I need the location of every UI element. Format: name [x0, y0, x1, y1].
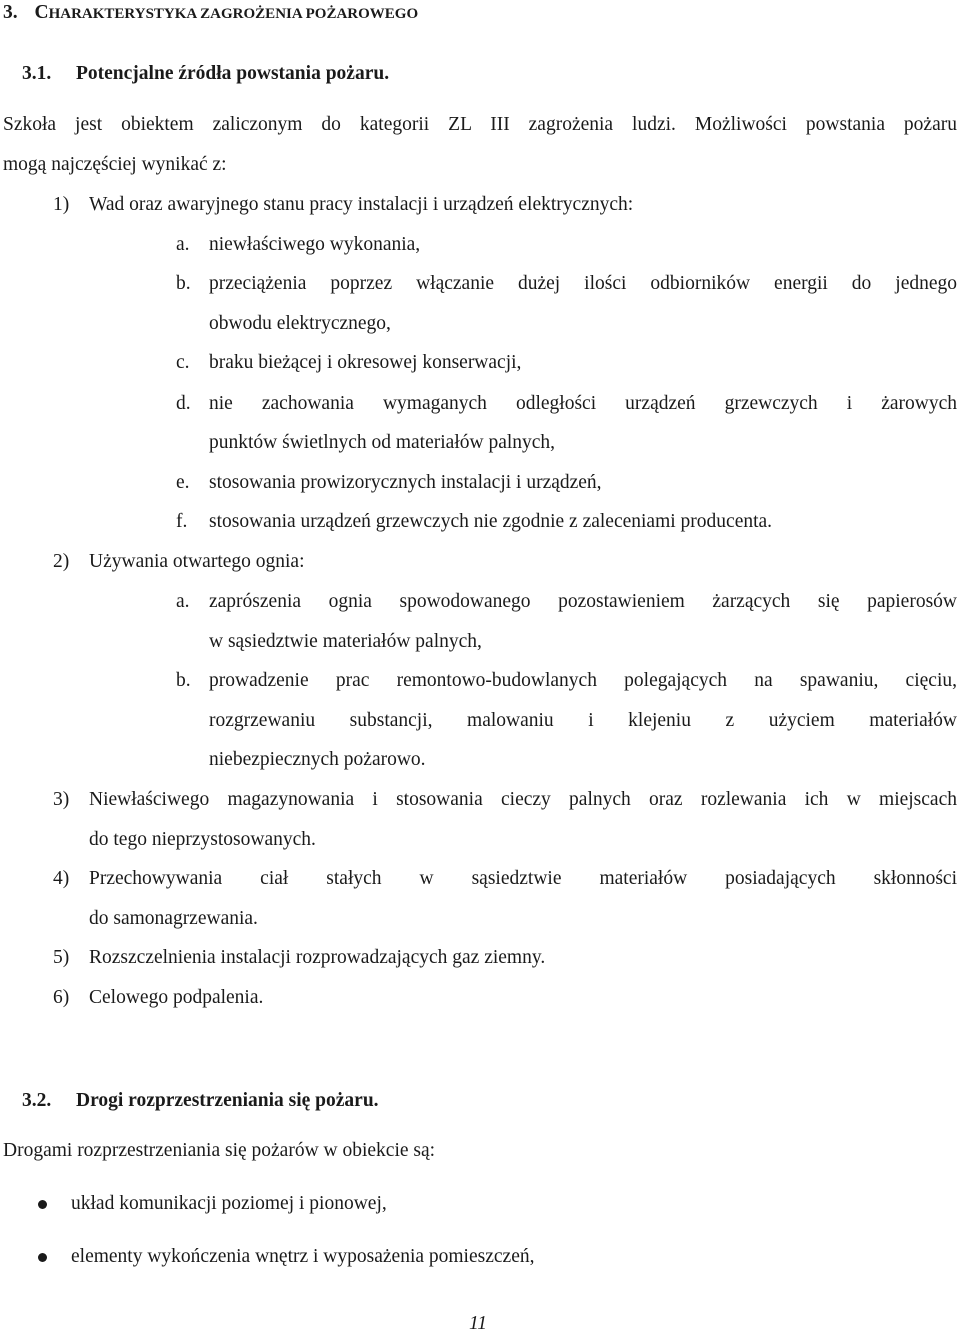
sub-item-text: niewłaściwego wykonania,	[209, 234, 421, 255]
sub-item-text: przeciążenia poprzez włączanie dużej ilości odbiorników energii do jednego	[209, 273, 957, 294]
intro-line-2: mogą najczęściej wynikać z:	[3, 154, 227, 175]
sub-item-letter: a.	[176, 234, 190, 255]
section-title-initial: C	[34, 2, 49, 23]
bullet-icon	[38, 1253, 47, 1262]
sub-item-letter: a.	[176, 591, 190, 612]
list-item-number: 6)	[53, 987, 70, 1008]
sub-item-text: braku bieżącej i okresowej konserwacji,	[209, 352, 522, 373]
sub-item-text-cont: rozgrzewaniu substancji, malowaniu i klejeniu z użyciem materiałów	[209, 710, 957, 731]
list-item-number: 2)	[53, 551, 70, 572]
section-title-rest: HARAKTERYSTYKA ZAGROŻENIA POŻAROWEGO	[48, 6, 419, 22]
list-item-text: Rozszczelnienia instalacji rozprowadzających gaz ziemny.	[89, 947, 546, 968]
list-item-text-cont: do samonagrzewania.	[89, 908, 258, 929]
sub-item-text-cont: obwodu elektrycznego,	[209, 313, 391, 334]
sub-item-letter: b.	[176, 670, 191, 691]
sub-item-letter: e.	[176, 472, 190, 493]
subsection-number: 3.1.	[22, 63, 52, 84]
sub-item-text-cont: niebezpiecznych pożarowo.	[209, 749, 426, 770]
list-item-number: 3)	[53, 789, 70, 810]
sub-item-text: stosowania urządzeń grzewczych nie zgodnie z zaleceniami producenta.	[209, 511, 773, 532]
page-number: 11	[469, 1313, 488, 1334]
sub-item-text-cont: w sąsiedztwie materiałów palnych,	[209, 631, 482, 652]
list-item-text: Przechowywania ciał stałych w sąsiedztwie materiałów posiadających skłonności	[89, 868, 957, 889]
subsection-title: Drogi rozprzestrzeniania się pożaru.	[76, 1090, 379, 1111]
list-item-text: Wad oraz awaryjnego stanu pracy instalacji i urządzeń elektrycznych:	[89, 194, 634, 215]
list-item-text: Używania otwartego ognia:	[89, 551, 305, 572]
subsection-number: 3.2.	[22, 1090, 52, 1111]
sub-item-letter: d.	[176, 393, 191, 414]
section-heading	[3, 2, 418, 24]
intro-line-1: Szkoła jest obiektem zaliczonym do kategorii ZL III zagrożenia ludzi. Możliwości powstania pożaru	[3, 114, 957, 135]
list-item-text-cont: do tego nieprzystosowanych.	[89, 829, 316, 850]
bullet-item: układ komunikacji poziomej i pionowej,	[71, 1193, 387, 1214]
sub-item-text: nie zachowania wymaganych odległości urządzeń grzewczych i żarowych	[209, 393, 957, 414]
subsection-heading	[22, 63, 51, 85]
bullet-icon	[38, 1200, 47, 1209]
sub-item-text-cont: punktów świetlnych od materiałów palnych,	[209, 432, 556, 453]
list-item-text: Niewłaściwego magazynowania i stosowania cieczy palnych oraz rozlewania ich w miejscach	[89, 789, 957, 810]
sub-item-text: zaprószenia ognia spowodowanego pozostawieniem żarzących się papierosów	[209, 591, 957, 612]
subsection-title: Potencjalne źródła powstania pożaru.	[76, 63, 390, 84]
list-item-number: 1)	[53, 194, 70, 215]
list-item-number: 5)	[53, 947, 70, 968]
list-item-number: 4)	[53, 868, 70, 889]
sub-item-letter: b.	[176, 273, 191, 294]
sub-item-text: stosowania prowizorycznych instalacji i urządzeń,	[209, 472, 602, 493]
list-item-text: Celowego podpalenia.	[89, 987, 264, 1008]
sub-item-letter: f.	[176, 511, 188, 532]
sub-item-letter: c.	[176, 352, 190, 373]
bullet-item: elementy wykończenia wnętrz i wyposażenia pomieszczeń,	[71, 1246, 535, 1267]
section-number: 3.	[3, 2, 18, 23]
sub-item-text: prowadzenie prac remontowo-budowlanych polegających na spawaniu, cięciu,	[209, 670, 957, 691]
routes-intro: Drogami rozprzestrzeniania się pożarów w obiekcie są:	[3, 1140, 436, 1161]
